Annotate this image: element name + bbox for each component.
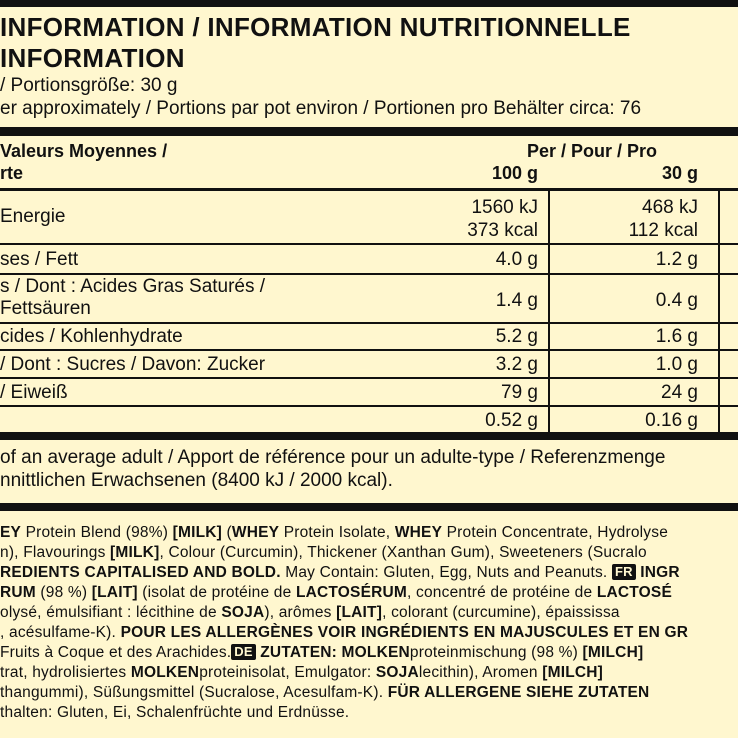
ingredients-line-8: trat, hydrolisiertes MOLKENproteinisolat, Emulgator: SOJAlecithin), Aromen [MILCH] — [0, 664, 604, 681]
thick-divider — [0, 432, 738, 440]
row-label-fat: ses / Fett — [0, 249, 79, 270]
row-divider — [0, 243, 738, 245]
ingredients-line-4: RUM (98 %) [LAIT] (isolat de protéine de LACTOSÉRUM, concentré de protéine de LACTOSÉ — [0, 584, 673, 601]
energy-30g-kj: 468 kJ — [642, 197, 698, 218]
row-divider — [0, 405, 738, 407]
ingredients-line-7: Fruits à Coque et des Arachides. DE ZUTATEN: MOLKENproteinmischung (98 %) [MILCH] — [0, 644, 644, 661]
flag-de-badge: DE — [231, 644, 255, 660]
title-line-2: INFORMATION — [0, 43, 185, 73]
row-label-protein: / Eiweiß — [0, 382, 68, 403]
row-divider — [0, 377, 738, 379]
row-divider — [0, 273, 738, 275]
table-header-left-1: Valeurs Moyennes / — [0, 141, 168, 161]
fat-100g: 4.0 g — [495, 249, 538, 270]
title-line-1: INFORMATION / INFORMATION NUTRITIONNELLE — [0, 12, 631, 42]
flag-fr-badge: FR — [612, 564, 636, 580]
row-label-carbohydrate: cides / Kohlenhydrate — [0, 326, 183, 347]
reference-intake-line-2: nnittlichen Erwachsenen (8400 kJ / 2000 kcal). — [0, 470, 393, 491]
reference-intake-line-1: of an average adult / Apport de référence pour un adulte-type / Referenzmenge — [0, 447, 666, 468]
thick-divider — [0, 503, 738, 511]
col-30g-header: 30 g — [661, 163, 698, 183]
ingredients-line-9: thangummi), Süßungsmittel (Sucralose, Acesulfam-K). FÜR ALLERGENE SIEHE ZUTATEN — [0, 684, 650, 701]
ingredients-line-3: REDIENTS CAPITALISED AND BOLD. May Contain: Gluten, Egg, Nuts and Peanuts. FR INGR — [0, 564, 680, 581]
column-divider — [548, 190, 550, 434]
ingredients-line-1: EY Protein Blend (98%) [MILK] (WHEY Protein Isolate, WHEY Protein Concentrate, Hydrolyse — [0, 524, 669, 541]
protein-30g: 24 g — [661, 382, 698, 403]
sugars-30g: 1.0 g — [655, 354, 698, 375]
saturates-100g: 1.4 g — [495, 290, 538, 311]
protein-100g: 79 g — [501, 382, 538, 403]
thick-divider — [0, 127, 738, 136]
row-label-sugars: / Dont : Sucres / Davon: Zucker — [0, 354, 266, 375]
ingredients-line-6: , acésulfame-K). POUR LES ALLERGÈNES VOIR INGRÉDIENTS EN MAJUSCULES ET EN GR — [0, 624, 689, 641]
energy-30g-kcal: 112 kcal — [628, 220, 698, 241]
energy-100g-kj: 1560 kJ — [471, 197, 538, 218]
ingredients-line-2: n), Flavourings [MILK], Colour (Curcumin), Thickener (Xanthan Gum), Sweeteners (Sucralo — [0, 544, 647, 561]
sugars-100g: 3.2 g — [495, 354, 538, 375]
row-divider — [0, 349, 738, 351]
ingredients-line-10: thalten: Gluten, Ei, Schalenfrüchte und Erdnüsse. — [0, 704, 350, 721]
salt-30g: 0.16 g — [645, 410, 698, 431]
serving-size: / Portionsgröße: 30 g — [0, 75, 178, 96]
ingredients-line-5: olysé, émulsifiant : lécithine de SOJA), arômes [LAIT], colorant (curcumine), épaississa — [0, 604, 620, 621]
row-label-saturates: s / Dont : Acides Gras Saturés / — [0, 276, 266, 297]
header-divider — [0, 188, 738, 191]
salt-100g: 0.52 g — [485, 410, 538, 431]
col-100g-header: 100 g — [491, 163, 538, 183]
energy-100g-kcal: 373 kcal — [467, 220, 538, 241]
column-divider — [718, 190, 720, 434]
top-border — [0, 0, 738, 7]
servings-per-container: er approximately / Portions par pot environ / Portionen pro Behälter circa: 76 — [0, 98, 642, 119]
carbohydrate-30g: 1.6 g — [655, 326, 698, 347]
row-label-saturates-2: Fettsäuren — [0, 298, 91, 319]
row-divider — [0, 322, 738, 324]
table-header-left-2: rte — [0, 163, 24, 183]
table-header-per: Per / Pour / Pro — [527, 141, 658, 161]
carbohydrate-100g: 5.2 g — [495, 326, 538, 347]
row-label-energy: Energie — [0, 206, 66, 227]
fat-30g: 1.2 g — [655, 249, 698, 270]
saturates-30g: 0.4 g — [655, 290, 698, 311]
